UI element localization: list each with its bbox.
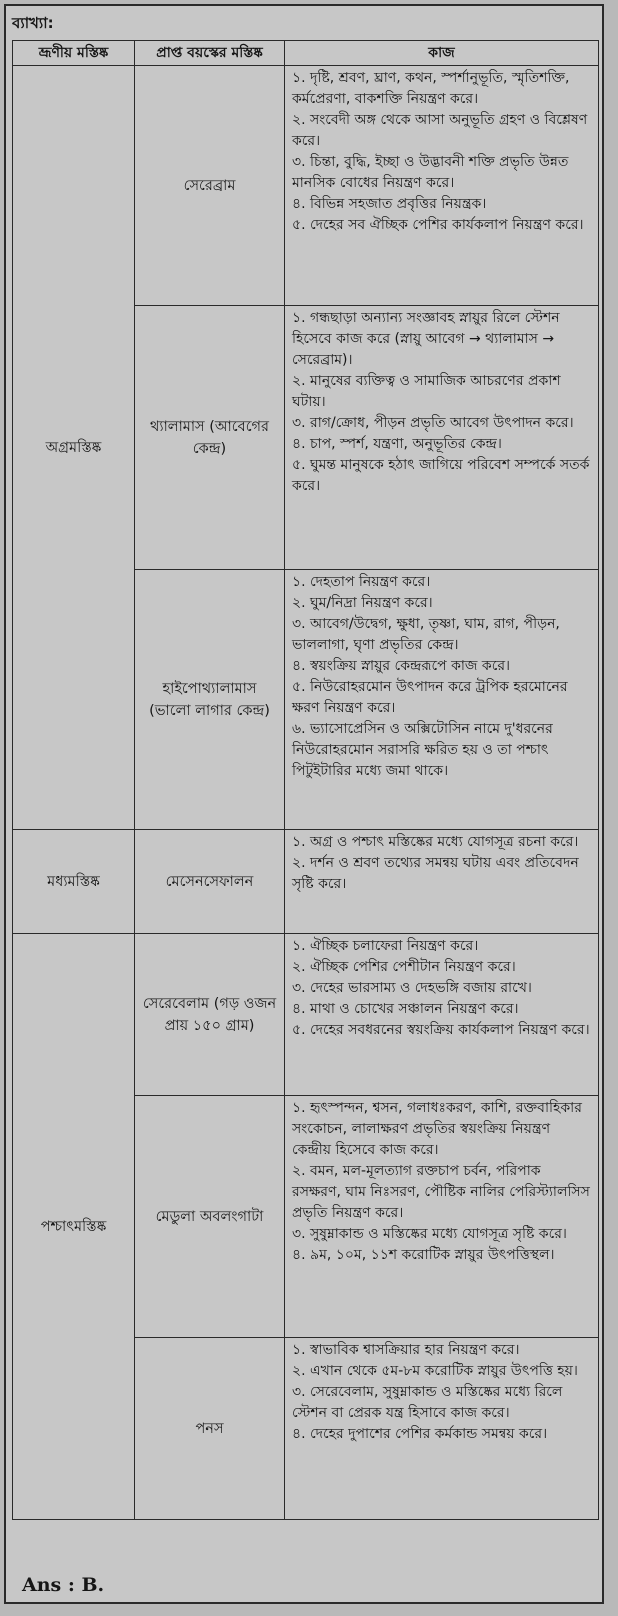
function-item: ৩. দেহের ভারসাম্য ও দেহভঙ্গি বজায় রাখে। — [292, 980, 532, 996]
document-page — [4, 4, 604, 1604]
function-item: ৬. ভ্যাসোপ্রেসিন ও অক্সিটোসিন নামে দু'ধরনের নিউরোহরমোন সরাসরি ক্ষরিত হয় ও তা পশ্চাৎ পিটুইটারির মধ্যে জমা থাকে। — [292, 721, 553, 779]
function-item: ১. হৃৎস্পন্দন, শ্বসন, গলাধঃকরণ, কাশি, রক্তবাহিকার সংকোচন, লালাক্ষরণ প্রভৃতির স্বয়ংক্রিয় নিয়ন্ত্রণ কেন্দ্রীয় হিসেবে কাজ করে। — [292, 1100, 582, 1158]
functions-cerebellum — [285, 934, 599, 1096]
embryonic-hindbrain: পশ্চাৎমস্তিষ্ক — [13, 934, 135, 1520]
function-item: ৪. মাথা ও চোখের সঞ্চালন নিয়ন্ত্রণ করে। — [292, 1001, 519, 1017]
functions-medulla-oblongata — [285, 1096, 599, 1338]
explanation-heading: ব্যাখ্যা: — [12, 14, 54, 32]
function-item: ৪. ৯ম, ১০ম, ১১শ করোটিক স্নায়ুর উৎপত্তিস্থল। — [292, 1247, 555, 1263]
function-item: ১. দেহতাপ নিয়ন্ত্রণ করে। — [292, 574, 431, 590]
function-item: ৪. বিভিন্ন সহজাত প্রবৃত্তির নিয়ন্ত্রক। — [292, 196, 487, 212]
adult-part-thalamus: থ্যালামাস (আবেগের কেন্দ্র) — [135, 306, 285, 570]
function-item: ৩. রাগ/ক্রোধ, পীড়ন প্রভৃতি আবেগ উৎপাদন করে। — [292, 415, 574, 431]
function-item: ৩. সুষুম্নাকান্ড ও মস্তিষ্কের মধ্যে যোগসূত্র সৃষ্টি করে। — [292, 1226, 567, 1242]
embryonic-midbrain: মধ্যমস্তিষ্ক — [13, 830, 135, 934]
header-functions: কাজ — [285, 41, 599, 66]
function-item: ৩. আবেগ/উদ্বেগ, ক্ষুধা, তৃষ্ণা, ঘাম, রাগ, পীড়ন, ভাললাগা, ঘৃণা প্রভৃতির কেন্দ্র। — [292, 616, 560, 653]
function-item: ১. গন্ধছাড়া অন্যান্য সংজ্ঞাবহ স্নায়ুর রিলে স্টেশন হিসেবে কাজ করে (স্নায়ু আবেগ → থ্যালামাস → সেরেব্রাম)। — [292, 310, 560, 368]
function-item: ১. স্বাভাবিক শ্বাসক্রিয়ার হার নিয়ন্ত্রণ করে। — [292, 1342, 520, 1358]
function-item: ২. ঐচ্ছিক পেশির পেশীটান নিয়ন্ত্রণ করে। — [292, 959, 516, 975]
adult-part-cerebellum: সেরেবেলাম (গড় ওজন প্রায় ১৫০ গ্রাম) — [135, 934, 285, 1096]
brain-functions-table — [12, 40, 599, 1520]
functions-thalamus — [285, 306, 599, 570]
functions-mesencephalon — [285, 830, 599, 934]
adult-part-cerebrum: সেরেব্রাম — [135, 66, 285, 306]
function-item: ৩. চিন্তা, বুদ্ধি, ইচ্ছা ও উদ্ভাবনী শক্তি প্রভৃতি উন্নত মানসিক বোধের নিয়ন্ত্রণ করে। — [292, 154, 569, 191]
functions-pons — [285, 1338, 599, 1520]
embryonic-forebrain: অগ্রমস্তিষ্ক — [13, 66, 135, 830]
function-item: ৫. নিউরোহরমোন উৎপাদন করে ট্রপিক হরমোনের ক্ষরণ নিয়ন্ত্রণ করে। — [292, 679, 568, 716]
adult-part-mesencephalon: মেসেনসেফালন — [135, 830, 285, 934]
function-item: ২. দর্শন ও শ্রবণ তথ্যের সমন্বয় ঘটায় এবং প্রতিবেদন সৃষ্টি করে। — [292, 855, 579, 892]
function-item: ২. এখান থেকে ৫ম-৮ম করোটিক স্নায়ুর উৎপত্তি হয়। — [292, 1363, 578, 1379]
function-item: ২. ঘুম/নিদ্রা নিয়ন্ত্রণ করে। — [292, 595, 433, 611]
function-item: ৪. দেহের দুপাশের পেশির কর্মকান্ড সমন্বয় করে। — [292, 1426, 548, 1442]
function-item: ৫. দেহের সবধরনের স্বয়ংক্রিয় কার্যকলাপ নিয়ন্ত্রণ করে। — [292, 1022, 590, 1038]
table-header-row — [13, 41, 599, 66]
function-item: ৪. স্বয়ংক্রিয় স্নায়ুর কেন্দ্ররূপে কাজ করে। — [292, 658, 511, 674]
table-row — [13, 830, 599, 934]
function-item: ২. সংবেদী অঙ্গ থেকে আসা অনুভূতি গ্রহণ ও বিশ্লেষণ করে। — [292, 112, 588, 149]
function-item: ৫. দেহের সব ঐচ্ছিক পেশির কার্যকলাপ নিয়ন্ত্রণ করে। — [292, 217, 584, 233]
header-embryonic-brain: ভ্রূণীয় মস্তিষ্ক — [13, 41, 135, 66]
adult-part-medulla-oblongata: মেডুলা অবলংগাটা — [135, 1096, 285, 1338]
function-item: ৩. সেরেবেলাম, সুষুম্নাকান্ড ও মস্তিষ্কের মধ্যে রিলে স্টেশন বা প্রেরক যন্ত্র হিসাবে কাজ করে। — [292, 1384, 563, 1421]
function-item: ৪. চাপ, স্পর্শ, যন্ত্রণা, অনুভূতির কেন্দ্র। — [292, 436, 502, 452]
table-row — [13, 934, 599, 1096]
adult-part-pons: পনস — [135, 1338, 285, 1520]
function-item: ৫. ঘুমন্ত মানুষকে হঠাৎ জাগিয়ে পরিবেশ সম্পর্কে সতর্ক করে। — [292, 457, 590, 494]
function-item: ২. মানুষের ব্যক্তিত্ব ও সামাজিক আচরণের প্রকাশ ঘটায়। — [292, 373, 561, 410]
function-item: ১. অগ্র ও পশ্চাৎ মস্তিষ্কের মধ্যে যোগসূত্র রচনা করে। — [292, 834, 579, 850]
function-item: ১. ঐচ্ছিক চলাফেরা নিয়ন্ত্রণ করে। — [292, 938, 479, 954]
answer-label: Ans : B. — [22, 1574, 105, 1596]
functions-cerebrum — [285, 66, 599, 306]
function-item: ২. বমন, মল-মূলত্যাগ রক্তচাপ চর্বন, পরিপাক রসক্ষরণ, ঘাম নিঃসরণ, পৌষ্টিক নালির পেরিস্ট্যালসিস প্রভৃতি নিয়ন্ত্রণ করে। — [292, 1163, 590, 1221]
table-row — [13, 66, 599, 306]
adult-part-hypothalamus: হাইপোথ্যালামাস (ভালো লাগার কেন্দ্র) — [135, 570, 285, 830]
functions-hypothalamus — [285, 570, 599, 830]
function-item: ১. দৃষ্টি, শ্রবণ, ঘ্রাণ, কথন, স্পর্শানুভূতি, স্মৃতিশক্তি, কর্মপ্রেরণা, বাকশক্তি নিয়ন্ত্রণ করে। — [292, 70, 570, 107]
header-adult-brain: প্রাপ্ত বয়স্কের মস্তিষ্ক — [135, 41, 285, 66]
